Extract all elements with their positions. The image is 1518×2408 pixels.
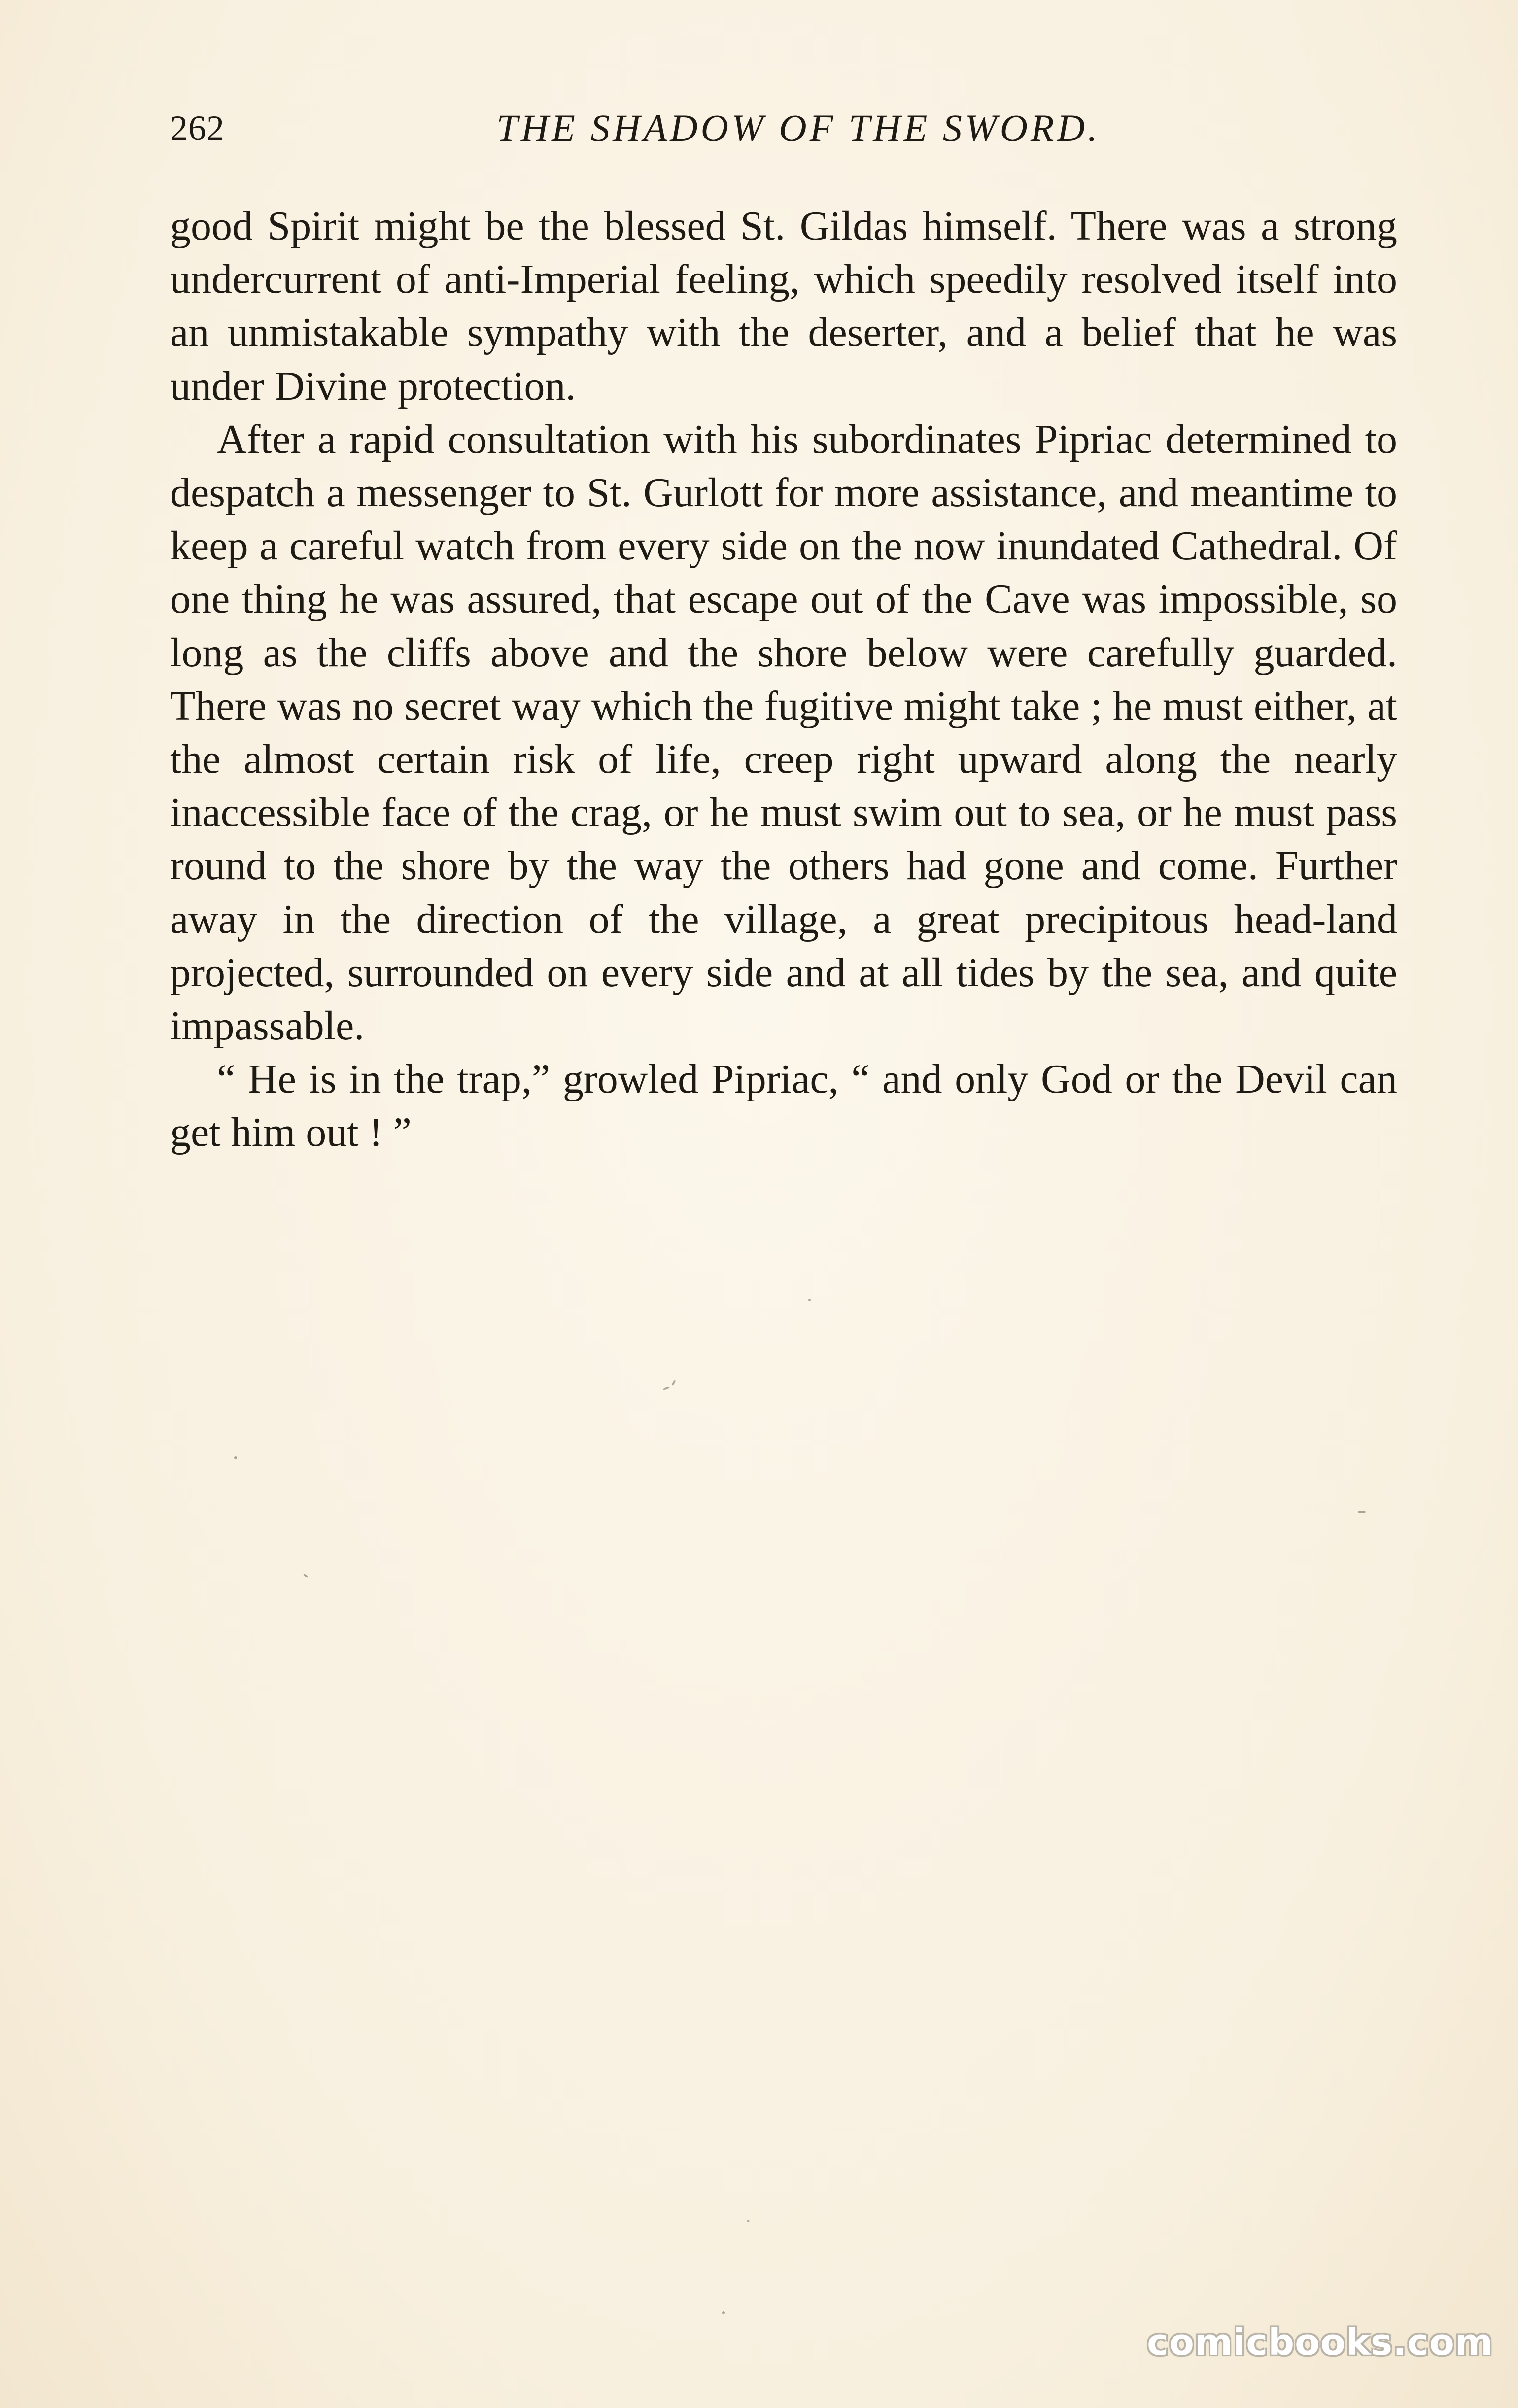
paper-speck — [808, 1299, 811, 1301]
body-text — [170, 200, 1397, 1160]
paper-speck — [722, 2311, 725, 2314]
paragraph-consultation: After a rapid consultation with his subordinates Pipriac determined to despatch a messenger to St. Gurlott for more assistance, and meantime to keep a careful watch from every side on the now inundated Cathedral. Of one thing he was assured, that escape out of the Cave was impossible, so long as the cliffs above and the shore below were carefully guarded. There was no secret way which the fugitive might take ; he must either, at the almost certain risk of life, creep right upward along the nearly inaccessible face of the crag, or he must swim out to sea, or he must pass round to the shore by the way the others had gone and come. Further away in the direction of the village, a great precipitous head-land projected, surrounded on every side and at all tides by the sea, and quite impassable. — [170, 416, 1397, 1049]
paragraph-continuation: good Spirit might be the blessed St. Gildas himself. There was a strong undercurrent of anti-Imperial feeling, which speedily resolved itself into an unmistakable sympathy with the deserter, and a belief that he was under Divine protection. — [170, 203, 1397, 409]
watermark-logo: comicbooks.com — [1147, 2321, 1493, 2364]
paper-speck — [1358, 1511, 1366, 1513]
paragraph-quote: “ He is in the trap,” growled Pipriac, “ and only God or the Devil can get him out ! ” — [170, 1056, 1397, 1156]
page-header — [170, 101, 1397, 155]
page-number: 262 — [170, 108, 225, 148]
paper-speck — [671, 1380, 676, 1386]
paper-speck — [663, 1386, 670, 1391]
paper-speck — [747, 2220, 750, 2222]
paper-speck — [303, 1573, 308, 1578]
running-title: THE SHADOW OF THE SWORD. — [496, 106, 1101, 149]
paper-speck — [234, 1456, 237, 1459]
